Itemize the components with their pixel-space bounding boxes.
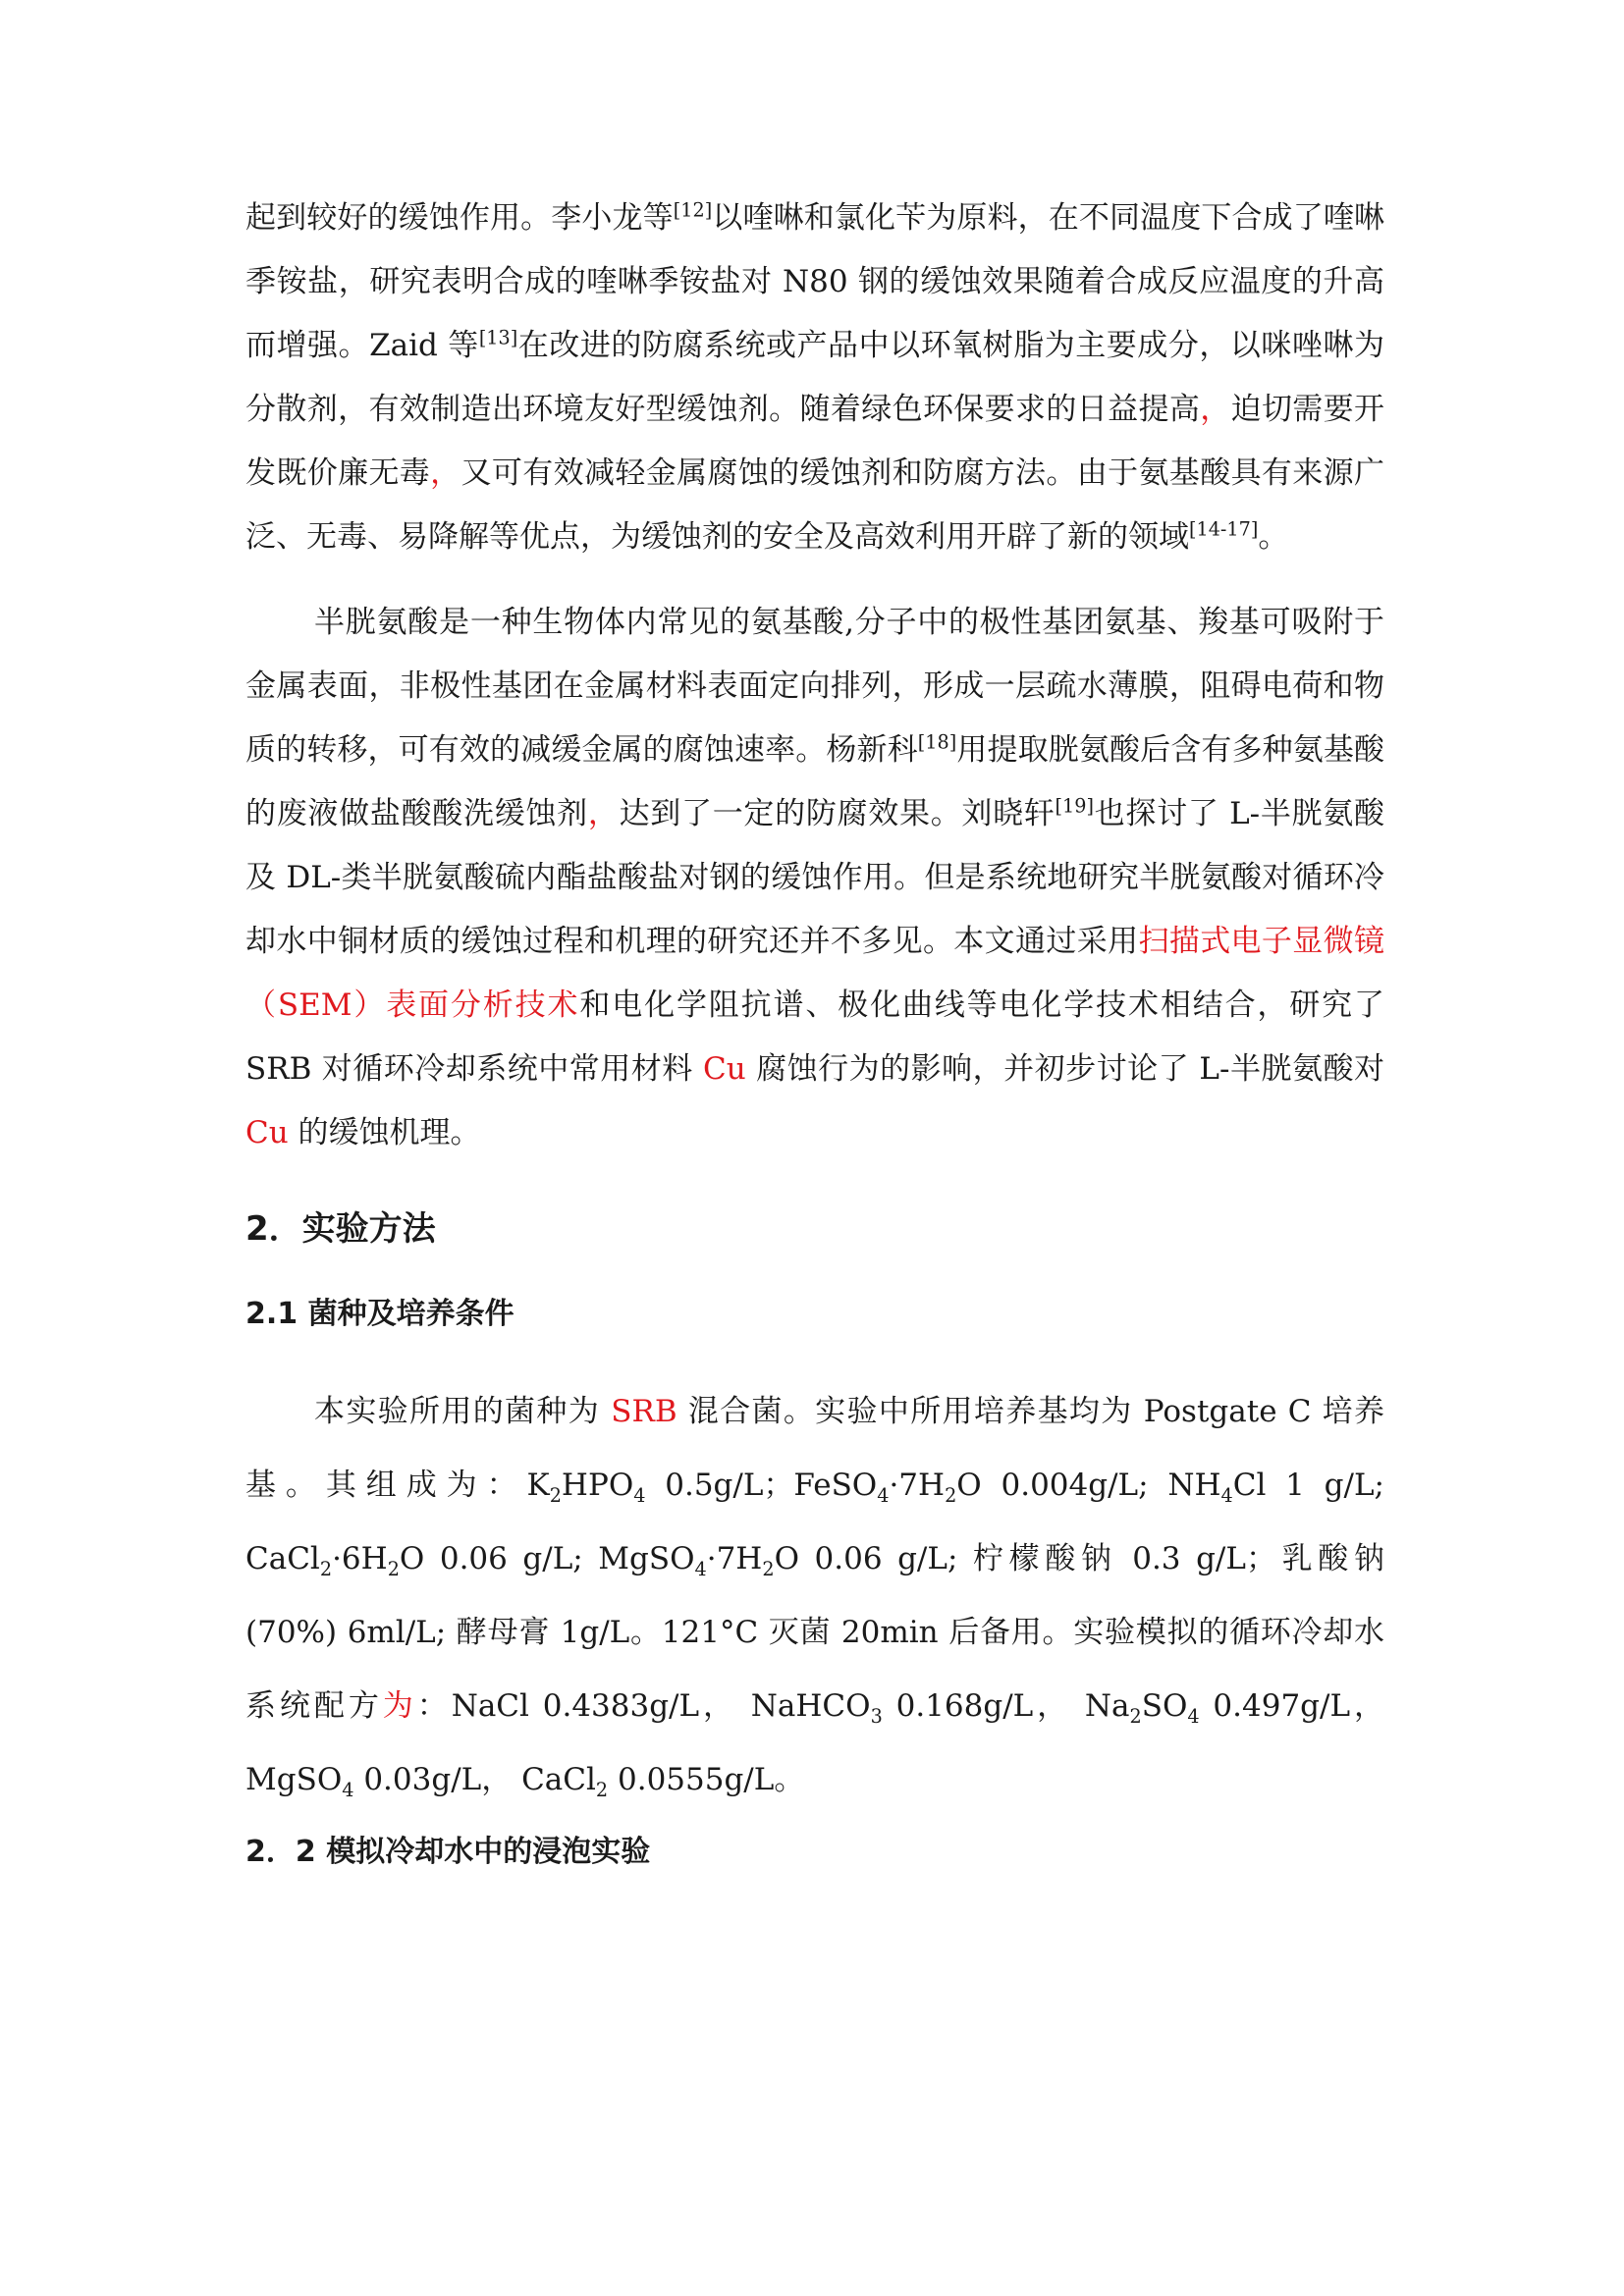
highlighted-text: SRB — [611, 1394, 677, 1429]
text-run: 又可有效减轻金属腐蚀的缓蚀剂和防腐方法。由于氨基酸具有来源广泛、无毒、易降解等优点，为缓蚀剂的安全及高效利用开辟了新的领域 — [245, 455, 1385, 555]
text-run: 的缓蚀机理。 — [288, 1115, 481, 1150]
paragraph-culture-medium — [245, 1375, 1384, 1817]
media-block — [245, 1375, 1384, 1817]
text-run: Cl 1 g/L; CaCl — [245, 1468, 1384, 1576]
subscript: 4 — [877, 1484, 890, 1508]
text-run: ·6H — [332, 1541, 388, 1576]
highlighted-text: Cu — [245, 1115, 289, 1150]
subscript: 2 — [319, 1558, 333, 1581]
citation-ref[interactable]: [14-17] — [1189, 517, 1259, 541]
text-run: 0.0555g/L。 — [608, 1762, 805, 1797]
text-run: 0.03g/L， CaCl — [353, 1762, 596, 1797]
section-heading-methods: 2．实验方法 — [245, 1209, 436, 1249]
highlighted-comma: ， — [1200, 392, 1231, 427]
subscript: 2 — [1129, 1705, 1142, 1729]
citation-ref[interactable]: [18] — [917, 730, 957, 754]
citation-ref[interactable]: [12] — [673, 198, 713, 222]
text-run: 达到了一定的防腐效果。刘晓轩 — [619, 796, 1056, 831]
subsection-heading-immersion: 2．2 模拟冷却水中的浸泡实验 — [245, 1835, 651, 1869]
text-run: 用提取胱氨酸后含有多种氨基酸的废液做盐酸酸洗缓蚀剂 — [245, 732, 1384, 831]
subscript: 3 — [870, 1705, 883, 1729]
highlighted-comma: ， — [430, 455, 461, 491]
subscript: 2 — [762, 1558, 775, 1581]
paragraph-intro-inhibitors — [245, 187, 1384, 569]
text-run: ：NaCl 0.4383g/L， NaHCO — [416, 1688, 871, 1724]
subscript: 2 — [387, 1558, 400, 1581]
text-run: O 0.06 g/L; MgSO — [399, 1541, 695, 1576]
text-run: 。 — [1258, 519, 1289, 555]
text-run: 也探讨了 L-半胱氨酸及 DL-类半胱氨酸硫内酯盐酸盐对钢的缓蚀作用。但是系统地研究半胱氨酸对循环冷却水中铜材质的缓蚀过程和机理的研究还并不多见。本文通过采用 — [245, 796, 1385, 959]
text-run: 腐蚀行为的影响，并初步讨论了 L-半胱氨酸对 — [745, 1051, 1384, 1087]
highlighted-text: 扫描式电子显微镜（SEM）表面分析技术 — [245, 924, 1384, 1023]
text-run: HPO — [561, 1468, 634, 1503]
paragraph-cysteine — [245, 591, 1384, 1165]
text-run: O 0.004g/L; NH — [956, 1468, 1221, 1503]
citation-ref[interactable]: [13] — [478, 326, 518, 349]
text-run: 0.168g/L， Na — [882, 1688, 1130, 1724]
subscript: 2 — [595, 1779, 609, 1802]
highlighted-comma: ， — [587, 796, 620, 831]
subscript: 4 — [1187, 1705, 1200, 1729]
citation-ref[interactable]: [19] — [1055, 794, 1094, 818]
subscript: 2 — [549, 1484, 562, 1508]
subscript: 4 — [342, 1779, 354, 1802]
page-content — [245, 187, 1384, 1874]
subscript: 4 — [633, 1484, 646, 1508]
subsection-heading-strains: 2.1 菌种及培养条件 — [245, 1297, 514, 1331]
text-run: 起到较好的缓蚀作用。李小龙等 — [245, 200, 674, 236]
highlighted-text: 为 — [382, 1688, 417, 1724]
text-run: 在改进的防腐系统或产品中以环氧树脂为主要成分，以咪唑啉为分散剂，有效制造出环境友好型缓蚀剂。随着绿色环保要求的日益提高 — [245, 328, 1385, 427]
subscript: 2 — [945, 1484, 957, 1508]
subscript: 4 — [1220, 1484, 1233, 1508]
text-run: 和电化学阻抗谱、极化曲线等电化学技术相结合，研究了 SRB 对循环冷却系统中常用材料 — [245, 988, 1385, 1087]
text-run: 混合菌。实验中所用培养基均为 Postgate C 培养基。其组成为：K — [245, 1394, 1384, 1503]
text-run: O 0.06 g/L; 柠檬酸钠 0.3 g/L；乳酸钠(70%) 6ml/L; 酵母膏 1g/L。121°C 灭菌 20min 后备用。实验模拟的循环冷却水系统配方 — [245, 1541, 1384, 1724]
text-run: ·7H — [889, 1468, 946, 1503]
subscript: 4 — [694, 1558, 707, 1581]
text-run: 迫切需要开发既价廉无毒 — [245, 392, 1385, 491]
text-run: SO — [1141, 1688, 1188, 1724]
text-run: 0.497g/L， MgSO — [245, 1688, 1384, 1797]
text-run: 半胱氨酸是一种生物体内常见的氨基酸,分子中的极性基团氨基、羧基可吸附于金属表面，非极性基团在金属材料表面定向排列，形成一层疏水薄膜，阻碍电荷和物质的转移，可有效的减缓金属的腐蚀速率。杨新科 — [245, 605, 1384, 768]
text-run: 以喹啉和氯化苄为原料，在不同温度下合成了喹啉季铵盐，研究表明合成的喹啉季铵盐对 N80 钢的缓蚀效果随着合成反应温度的升高而增强。Zaid 等 — [245, 200, 1384, 363]
highlighted-text: Cu — [703, 1051, 746, 1087]
text-run: 本实验所用的菌种为 — [314, 1394, 612, 1429]
text-run: 0.5g/L；FeSO — [645, 1468, 878, 1503]
text-run: ·7H — [706, 1541, 763, 1576]
